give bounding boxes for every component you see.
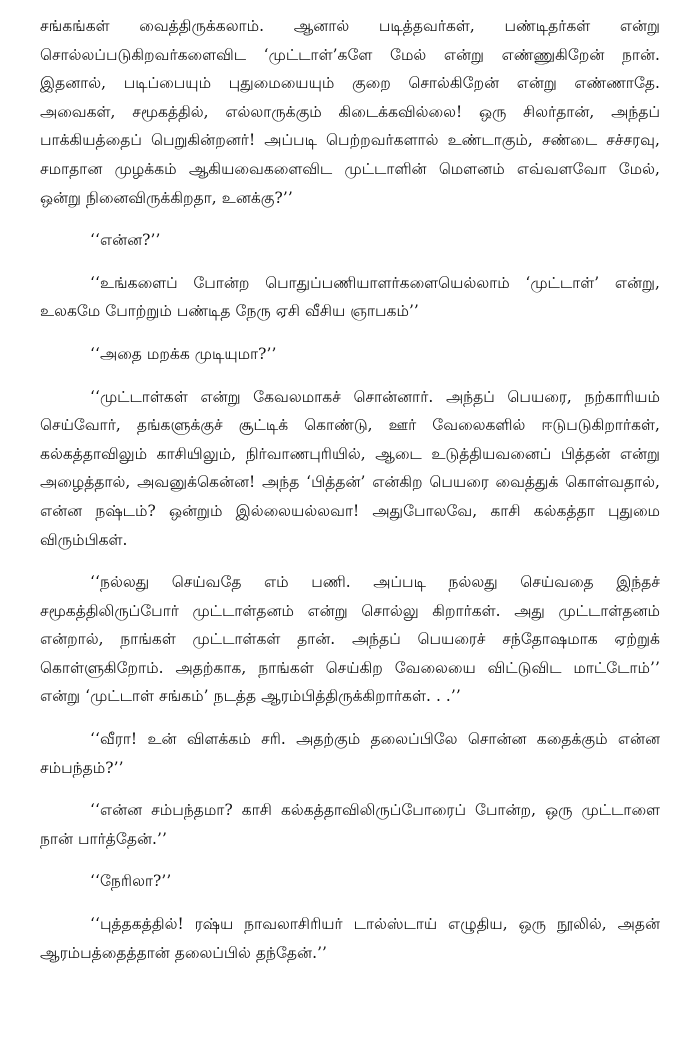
paragraph-7: ‘‘வீரா! உன் விளக்கம் சரி. அதற்கும் தலைப்பிலே சொன்ன கதைக்கும் என்ன சம்பந்தம்?’’ (40, 730, 660, 777)
paragraph-9: ‘‘நேரிலா?’’ (90, 872, 172, 891)
paragraph-4: ‘‘அதை மறக்க முடியுமா?’’ (90, 344, 277, 363)
book-page (40, 12, 660, 981)
paragraph-10: ‘‘புத்தகத்தில்! ரஷ்ய நாவலாசிரியர் டால்ஸ்டாய் எழுதிய, ஒரு நூலில், அதன் ஆரம்பத்தைத்தான் தலைப்பில் தந்தேன்.’’ (40, 915, 660, 962)
paragraph-5: ‘‘முட்டாள்கள் என்று கேவலமாகச் சொன்னார். அந்தப் பெயரை, நற்காரியம் செய்வோர், தங்களுக்குச் சூட்டிக் கொண்டு, ஊர் வேலைகளில் ஈடுபடுகிறார்கள், கல்கத்தாவிலும் காசியிலும், நிர்வாணபுரியில், ஆடை உடுத்தியவனைப் பித்தன் என்று அழைத்தால், அவனுக்கென்ன! அந்த ‘பித்தன்’ என்கிற பெயரை வைத்துக் கொள்வதால், என்ன நஷ்டம்? ஒன்றும் இல்லையல்லவா! அதுபோலவே, காசி கல்கத்தா புதுமை விரும்பிகள். (40, 387, 660, 549)
paragraph-8: ‘‘என்ன சம்பந்தமா? காசி கல்கத்தாவிலிருப்போரைப் போன்ற, ஒரு முட்டாளை நான் பார்த்தேன்.’’ (40, 801, 660, 848)
paragraph-6: ‘‘நல்லது செய்வதே எம் பணி. அப்படி நல்லது செய்வதை இந்தச் சமூகத்திலிருப்போர் முட்டாள்தனம் என்று சொல்லு கிறார்கள். அது முட்டாள்தனம் என்றால், நாங்கள் முட்டாள்கள் தான். அந்தப் பெயரைச் சந்தோஷமாக ஏற்றுக் கொள்ளுகிறோம். அதற்காக, நாங்கள் செய்கிற வேலையை விட்டுவிட மாட்டோம்’’ என்று ‘முட்டாள் சங்கம்’ நடத்த ஆரம்பித்திருக்கிறார்கள். . .’’ (40, 573, 660, 706)
paragraph-1: சங்கங்கள் வைத்திருக்கலாம். ஆனால் படித்தவர்கள், பண்டிதர்கள் என்று சொல்லப்படுகிறவர்களைவிட ‘முட்டாள்’களே மேல் என்று எண்ணுகிறேன் நான். இதனால், படிப்பையும் புதுமையையும் குறை சொல்கிறேன் என்று எண்ணாதே. அவைகள், சமூகத்தில், எல்லாருக்கும் கிடைக்கவில்லை! ஒரு சிலர்தான், அந்தப் பாக்கியத்தைப் பெறுகின்றனர்! அப்படி பெற்றவர்களால் உண்டாகும், சண்டை சச்சரவு, சமாதான முழக்கம் ஆகியவைகளைவிட முட்டாளின் மௌனம் எவ்வளவோ மேல், ஒன்று நினைவிருக்கிறதா, உனக்கு?’’ (40, 17, 660, 207)
paragraph-3: ‘‘உங்களைப் போன்ற பொதுப்பணியாளர்களையெல்லாம் ‘முட்டாள்’ என்று, உலகமே போற்றும் பண்டித நேரு ஏசி வீசிய ஞாபகம்’’ (40, 273, 660, 321)
paragraph-2: ‘‘என்ன?’’ (90, 231, 161, 250)
